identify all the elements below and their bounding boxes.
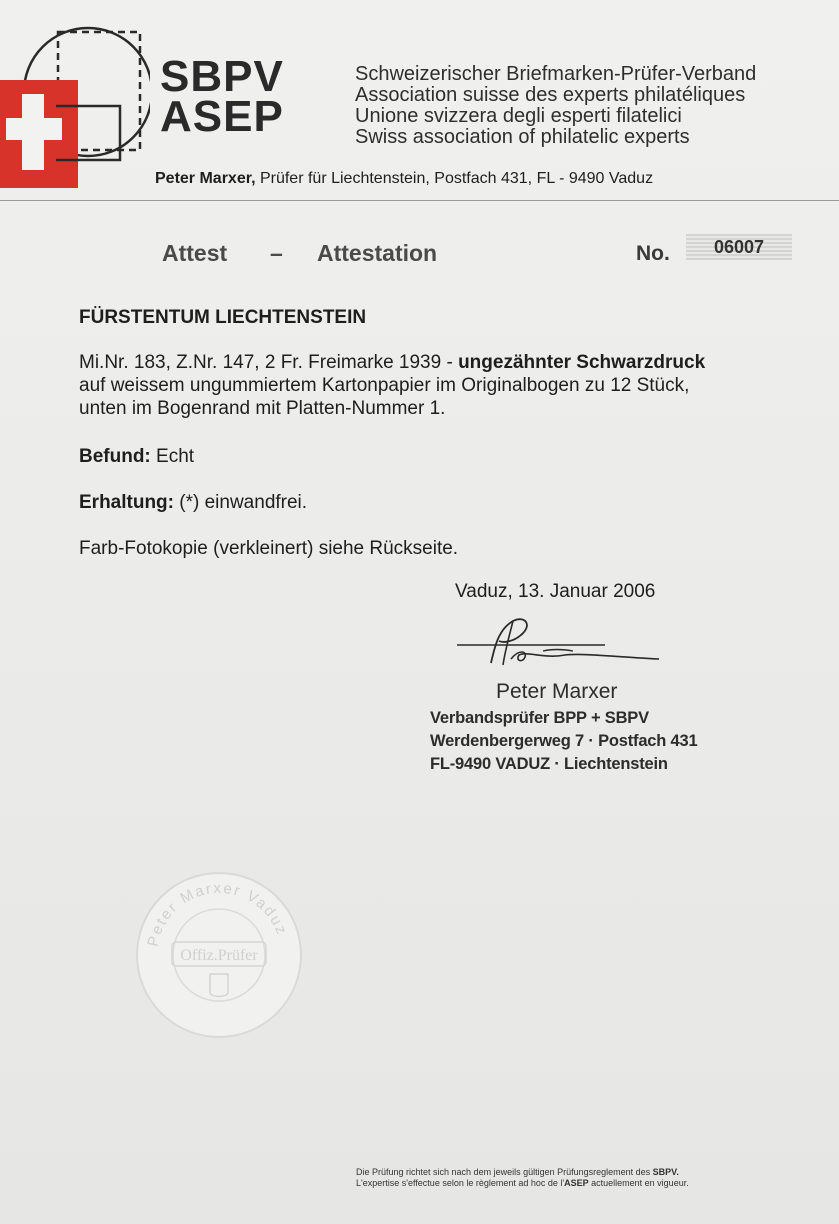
footer-line-1-text: Die Prüfung richtet sich nach dem jeweils gültigen Prüfungsreglement des bbox=[356, 1167, 653, 1177]
sbpv-logo bbox=[0, 10, 150, 195]
place-date: Vaduz, 13. Januar 2006 bbox=[455, 581, 656, 602]
examiner-details: Prüfer für Liechtenstein, Postfach 431, FL - 9490 Vaduz bbox=[255, 170, 654, 187]
description-line-1 bbox=[79, 351, 705, 374]
photocopy-note: Farb-Fotokopie (verkleinert) siehe Rückseite. bbox=[79, 538, 459, 559]
country-heading: FÜRSTENTUM LIECHTENSTEIN bbox=[79, 307, 367, 328]
association-name-it: Unione svizzera degli esperti filatelici bbox=[355, 105, 682, 127]
association-name-en: Swiss association of philatelic experts bbox=[355, 126, 690, 148]
stamp-line-2: Werdenbergerweg 7 · Postfach 431 bbox=[430, 732, 698, 750]
footer-line-2 bbox=[356, 1178, 689, 1189]
footer-line-2-bold: ASEP bbox=[564, 1178, 589, 1188]
footer-regulation-note bbox=[356, 1167, 689, 1189]
stamp-line-3: FL-9490 VADUZ · Liechtenstein bbox=[430, 755, 668, 773]
erhaltung-field bbox=[79, 492, 307, 514]
brand-sbpv: SBPV bbox=[160, 52, 284, 101]
title-dash: – bbox=[270, 240, 283, 266]
stamp-description bbox=[79, 351, 705, 420]
brand-asep: ASEP bbox=[160, 92, 284, 141]
stamp-name: Peter Marxer bbox=[496, 680, 618, 703]
description-line-1-bold: ungezähnter Schwarzdruck bbox=[458, 352, 706, 373]
stamp-line-1: Verbandsprüfer BPP + SBPV bbox=[430, 709, 649, 727]
befund-field bbox=[79, 446, 194, 468]
examiner-line bbox=[155, 170, 653, 188]
certificate-number-label: No. bbox=[636, 242, 670, 265]
erhaltung-value: (*) einwandfrei. bbox=[174, 492, 308, 513]
description-line-1-text: Mi.Nr. 183, Z.Nr. 147, 2 Fr. Freimarke 1939 - bbox=[79, 352, 459, 373]
seal-center-text: Offiz.Prüfer bbox=[180, 947, 258, 964]
befund-value: Echt bbox=[150, 446, 195, 467]
title-attest: Attest bbox=[162, 240, 228, 266]
footer-line-2-text-b: actuellement en vigueur. bbox=[588, 1178, 689, 1188]
description-line-3: unten im Bogenrand mit Platten-Nummer 1. bbox=[79, 398, 446, 419]
seal-ring-text: Peter Marxer Vaduz bbox=[144, 879, 291, 949]
footer-line-2-text-a: L'expertise s'effectue selon le règlement ad hoc de l' bbox=[356, 1178, 565, 1188]
header-divider bbox=[0, 200, 839, 201]
embossed-seal bbox=[134, 870, 304, 1040]
footer-line-1 bbox=[356, 1167, 689, 1178]
title-attestation: Attestation bbox=[317, 240, 438, 266]
description-line-2: auf weissem ungummiertem Kartonpapier im Originalbogen zu 12 Stück, bbox=[79, 375, 690, 396]
certificate-number: 06007 bbox=[686, 234, 792, 260]
association-names bbox=[355, 64, 756, 148]
befund-label: Befund: bbox=[79, 446, 151, 467]
logo-cross-horizontal bbox=[6, 118, 62, 140]
handwritten-signature bbox=[455, 615, 665, 673]
brand-abbreviation bbox=[160, 52, 284, 141]
examiner-name: Peter Marxer, bbox=[155, 170, 256, 187]
erhaltung-label: Erhaltung: bbox=[79, 492, 174, 513]
association-name-de: Schweizerischer Briefmarken-Prüfer-Verband bbox=[355, 63, 757, 85]
footer-line-1-bold: SBPV. bbox=[652, 1167, 679, 1177]
association-name-fr: Association suisse des experts philatéliques bbox=[355, 84, 746, 106]
